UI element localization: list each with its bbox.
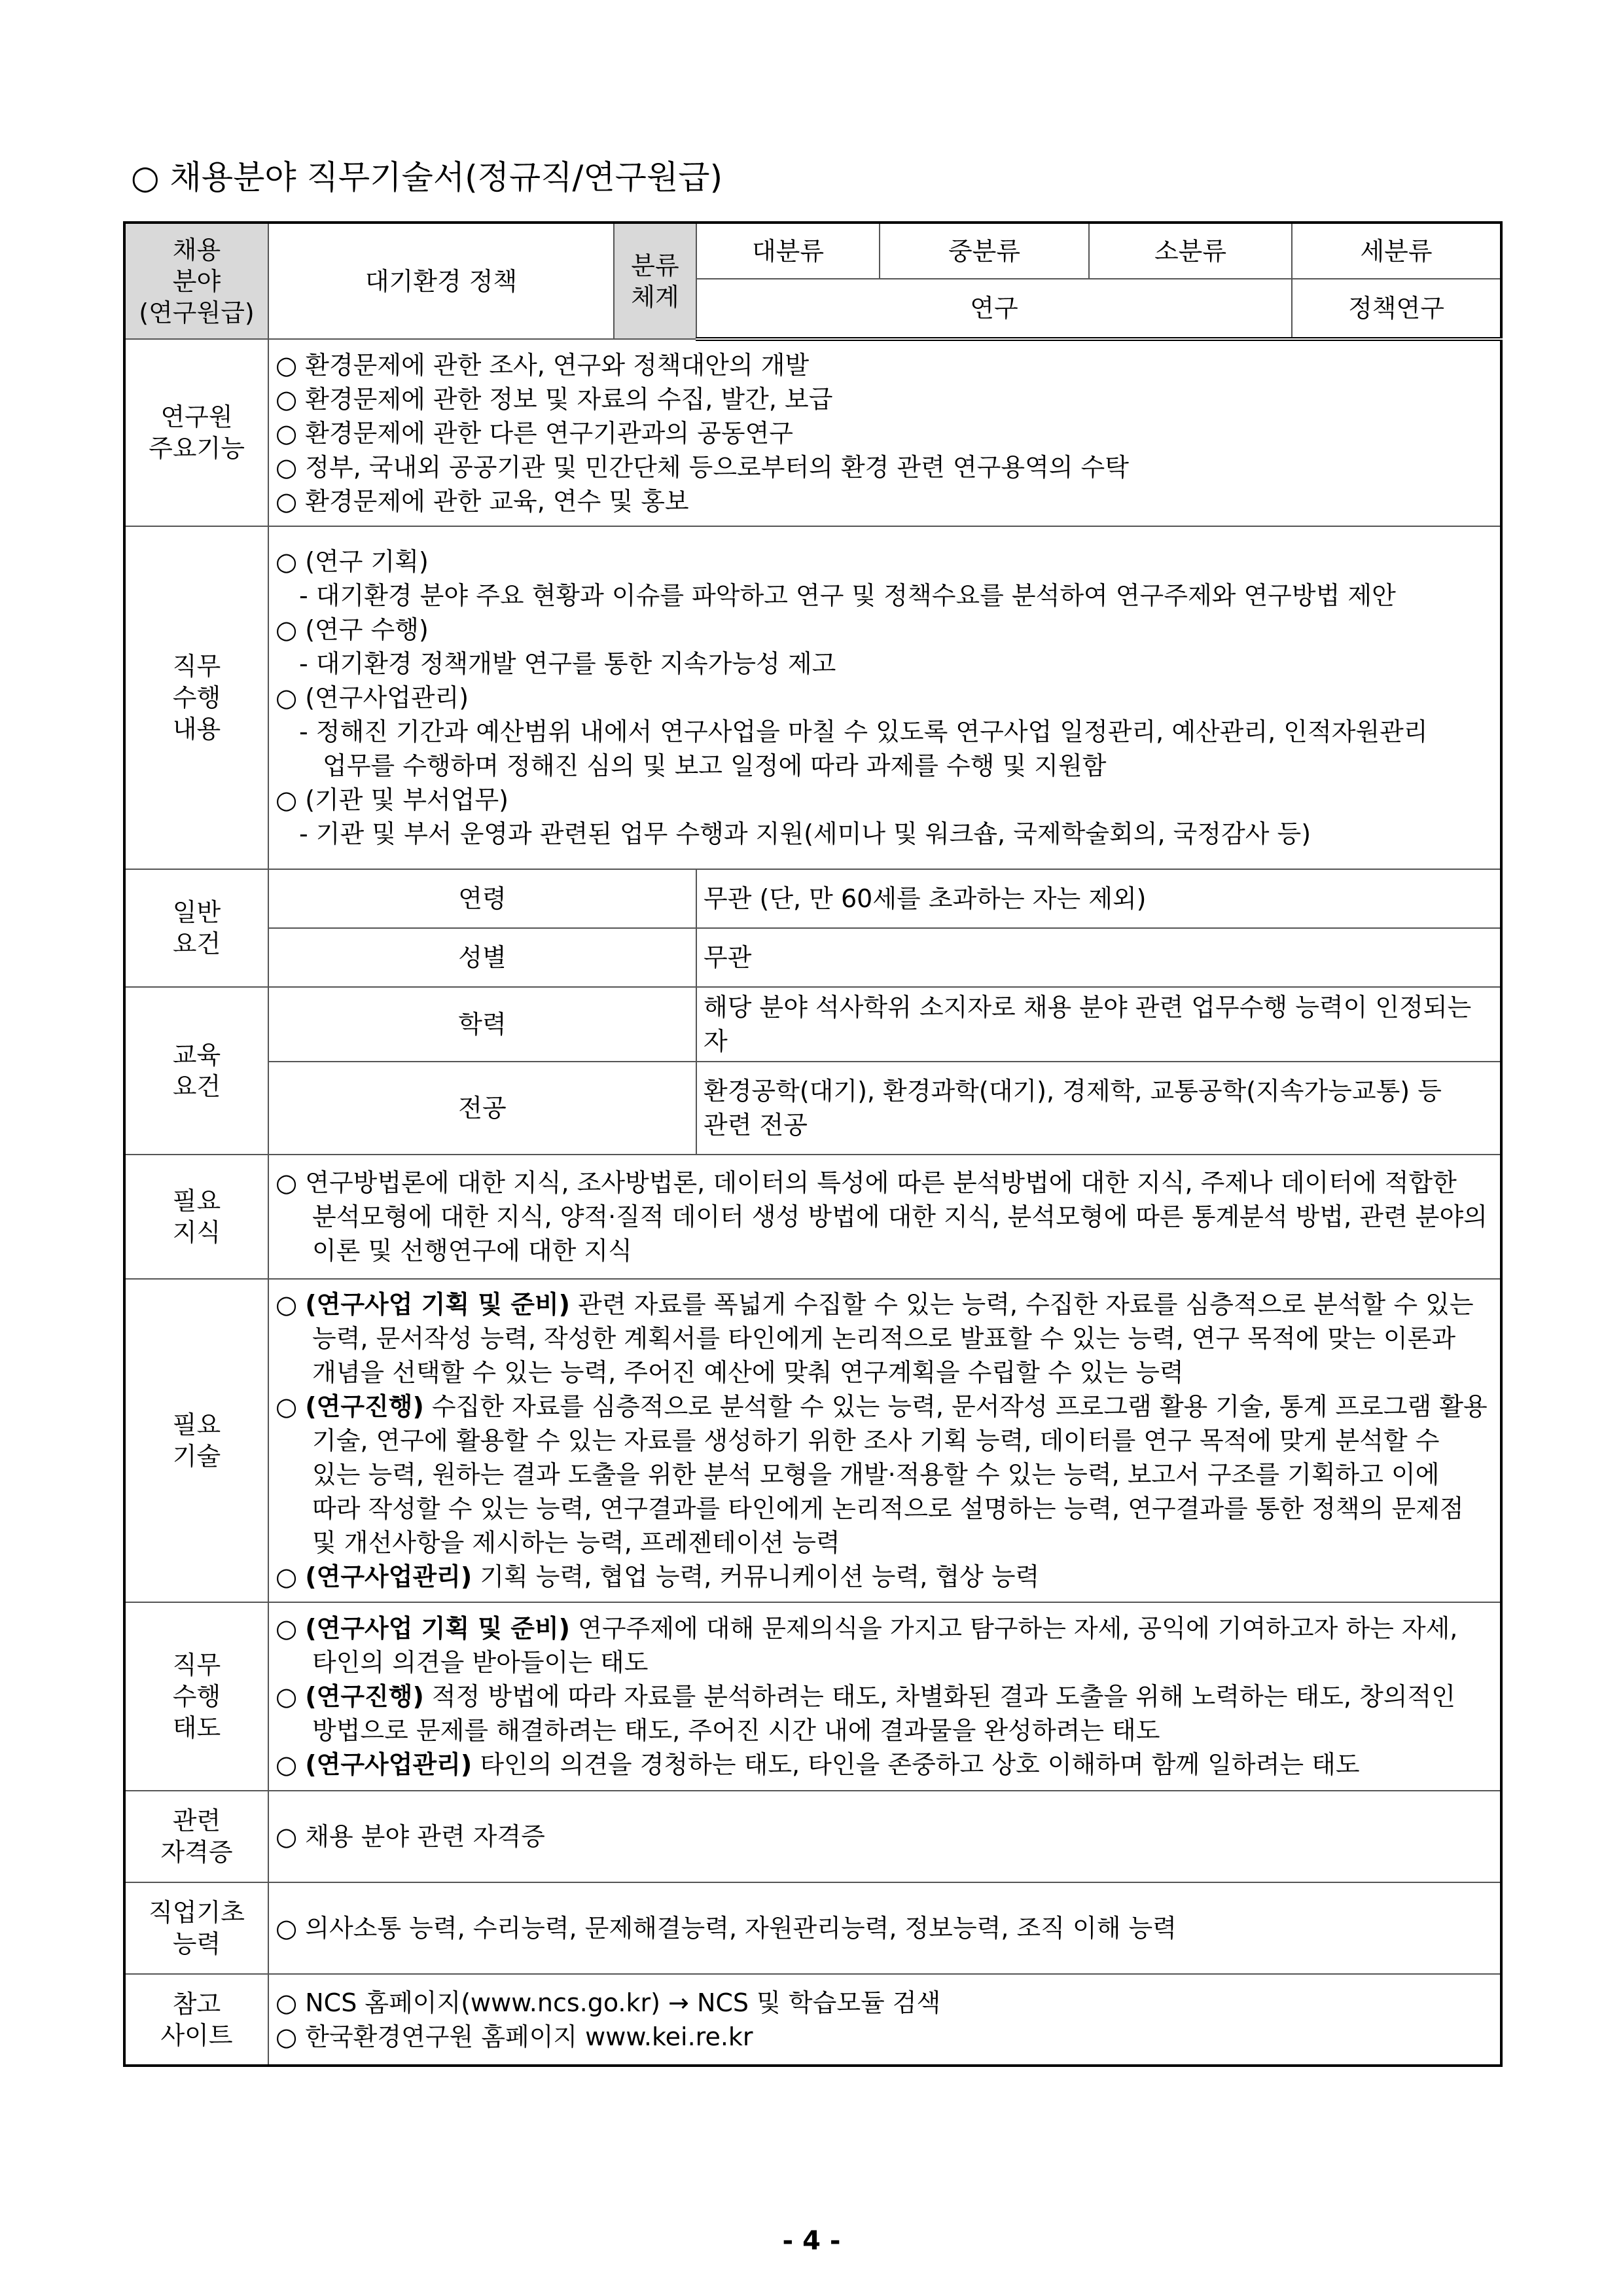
col-medium-category: 중분류 [880, 223, 1089, 279]
attitude-item: ○ (연구사업관리) 타인의 의견을 경청하는 태도, 타인을 존중하고 상호 이해하며 함께 일하려는 태도 [276, 1750, 1360, 1779]
duties-label: 직무 수행 내용 [124, 526, 268, 869]
knowledge-label: 필요 지식 [124, 1155, 268, 1279]
skill-text: 관련 자료를 폭넓게 수집할 수 있는 능력, 수집한 자료를 심층적으로 분석할 수 있는 능력, 문서작성 능력, 작성한 계획서를 타인에게 논리적으로 발표할 수 있는 능력, 연구 목적에 맞는 이론과 개념을 선택할 수 있는 능력, 주어진 예산에 맞춰 연구계획을 수립할 수 있는 능력 [312, 1290, 1474, 1387]
skill-text: 수집한 자료를 심층적으로 분석할 수 있는 능력, 문서작성 프로그램 활용 기술, 통계 프로그램 활용 기술, 연구에 활용할 수 있는 자료를 생성하기 위한 조사 기획 능력, 데이터를 연구 목적에 맞게 분석할 수 있는 능력, 원하는 결과 도출을 위한 분석 모형을 개발·적용할 수 있는 능력, 보고서 구조를 기획하고 이에 따라 작성할 수 있는 능력, 연구결과를 타인에게 논리적으로 설명하는 능력, 연구결과를 통한 정책의 문제점 및 개선사항을 제시하는 능력, 프레젠테이션 능력 [312, 1392, 1488, 1557]
skill-item: ○ (연구사업관리) 기획 능력, 협업 능력, 커뮤니케이션 능력, 협상 능력 [276, 1562, 1040, 1591]
reference-sites-content [268, 1974, 1501, 2066]
value-large-medium-small: 연구 [696, 279, 1292, 339]
general-requirements-label: 일반 요건 [124, 869, 268, 987]
age-label: 연령 [268, 869, 696, 928]
page-number: - 4 - [782, 2226, 841, 2256]
attitude-heading: (연구사업 기획 및 준비) [305, 1614, 571, 1643]
degree-label: 학력 [268, 987, 696, 1062]
knowledge-text: ○ 연구방법론에 대한 지식, 조사방법론, 데이터의 특성에 따른 분석방법에 대한 지식, 주제나 데이터에 적합한 분석모형에 대한 지식, 양적·질적 데이터 생성 방법에 대한 지식, 분석모형에 따른 통계분석 방법, 관련 분야의 이론 및 선행연구에 대한 지식 [276, 1168, 1488, 1265]
main-function-item: ○ 환경문제에 관한 다른 연구기관과의 공동연구 [276, 419, 794, 448]
main-function-item: ○ 정부, 국내외 공공기관 및 민간단체 등으로부터의 환경 관련 연구용역의 수탁 [276, 453, 1129, 482]
main-functions-label: 연구원 주요기능 [124, 339, 268, 526]
attitude-text: 타인의 의견을 경청하는 태도, 타인을 존중하고 상호 이해하며 함께 일하려는 태도 [472, 1750, 1360, 1779]
reference-link-kei[interactable]: ○ 한국환경연구원 홈페이지 www.kei.re.kr [276, 2022, 753, 2051]
education-requirements-label: 교육 요건 [124, 987, 268, 1155]
field-label: 채용 분야 (연구원급) [124, 223, 268, 339]
attitude-label: 직무 수행 태도 [124, 1602, 268, 1791]
skill-item: ○ (연구진행) 수집한 자료를 심층적으로 분석할 수 있는 능력, 문서작성 프로그램 활용 기술, 통계 프로그램 활용 기술, 연구에 활용할 수 있는 자료를 생성하기 위한 조사 기획 능력, 데이터를 연구 목적에 맞게 분석할 수 있는 능력, 원하는 결과 도출을 위한 분석 모형을 개발·적용할 수 있는 능력, 보고서 구조를 기획하고 이에 따라 작성할 수 있는 능력, 연구결과를 타인에게 논리적으로 설명하는 능력, 연구결과를 통한 정책의 문제점 및 개선사항을 제시하는 능력, 프레젠테이션 능력 [276, 1392, 1488, 1557]
skill-heading: (연구진행) [305, 1392, 424, 1421]
age-value: 무관 (단, 만 60세를 초과하는 자는 제외) [696, 869, 1501, 928]
col-small-category: 소분류 [1089, 223, 1292, 279]
document-title: ○ 채용분야 직무기술서(정규직/연구원급) [131, 158, 723, 196]
reference-link-ncs[interactable]: ○ NCS 홈페이지(www.ncs.go.kr) → NCS 및 학습모듈 검색 [276, 1988, 941, 2017]
skill-heading: (연구사업 기획 및 준비) [305, 1290, 571, 1319]
reference-sites-label: 참고 사이트 [124, 1974, 268, 2066]
basic-competency-content: ○ 의사소통 능력, 수리능력, 문제해결능력, 자원관리능력, 정보능력, 조직 이해 능력 [268, 1882, 1501, 1974]
duty-detail: - 기관 및 부서 운영과 관련된 업무 수행과 지원(세미나 및 워크숍, 국제학술회의, 국정감사 등) [299, 819, 1311, 848]
attitude-item: ○ (연구진행) 적정 방법에 따라 자료를 분석하려는 태도, 차별화된 결과 도출을 위해 노력하는 태도, 창의적인 방법으로 문제를 해결하려는 태도, 주어진 시간 내에 결과물을 완성하려는 태도 [276, 1682, 1455, 1745]
certificates-label: 관련 자격증 [124, 1791, 268, 1882]
duty-heading: ○ (연구사업관리) [276, 683, 469, 712]
main-functions-content [268, 339, 1501, 526]
duty-detail: - 정해진 기간과 예산범위 내에서 연구사업을 마칠 수 있도록 연구사업 일정관리, 예산관리, 인적자원관리 업무를 수행하며 정해진 심의 및 보고 일정에 따라 과제를 수행 및 지원함 [299, 717, 1428, 780]
attitude-heading: (연구진행) [305, 1682, 424, 1711]
degree-value: 해당 분야 석사학위 소지자로 채용 분야 관련 업무수행 능력이 인정되는 자 [696, 987, 1501, 1062]
value-detail: 정책연구 [1292, 279, 1501, 339]
col-detail-category: 세분류 [1292, 223, 1501, 279]
skill-heading: (연구사업관리) [305, 1562, 473, 1591]
field-value: 대기환경 정책 [268, 223, 614, 339]
attitude-content [268, 1602, 1501, 1791]
col-large-category: 대분류 [696, 223, 880, 279]
gender-label: 성별 [268, 928, 696, 987]
gender-value: 무관 [696, 928, 1501, 987]
duty-detail: - 대기환경 정책개발 연구를 통한 지속가능성 제고 [299, 649, 836, 678]
basic-competency-label: 직업기초 능력 [124, 1882, 268, 1974]
attitude-heading: (연구사업관리) [305, 1750, 473, 1779]
skill-text: 기획 능력, 협업 능력, 커뮤니케이션 능력, 협상 능력 [472, 1562, 1040, 1591]
attitude-item: ○ (연구사업 기획 및 준비) 연구주제에 대해 문제의식을 가지고 탐구하는 자세, 공익에 기여하고자 하는 자세, 타인의 의견을 받아들이는 태도 [276, 1614, 1458, 1677]
duties-content [268, 526, 1501, 869]
duty-detail: - 대기환경 분야 주요 현황과 이슈를 파악하고 연구 및 정책수요를 분석하여 연구주제와 연구방법 제안 [299, 581, 1396, 610]
classification-label: 분류 체계 [614, 223, 696, 339]
skills-label: 필요 기술 [124, 1279, 268, 1602]
job-description-table [123, 221, 1503, 2067]
attitude-text: 적정 방법에 따라 자료를 분석하려는 태도, 차별화된 결과 도출을 위해 노력하는 태도, 창의적인 방법으로 문제를 해결하려는 태도, 주어진 시간 내에 결과물을 완성하려는 태도 [312, 1682, 1455, 1745]
main-function-item: ○ 환경문제에 관한 교육, 연수 및 홍보 [276, 487, 689, 516]
major-value: 환경공학(대기), 환경과학(대기), 경제학, 교통공학(지속가능교통) 등 관련 전공 [696, 1062, 1501, 1155]
skills-content [268, 1279, 1501, 1602]
skill-item: ○ (연구사업 기획 및 준비) 관련 자료를 폭넓게 수집할 수 있는 능력, 수집한 자료를 심층적으로 분석할 수 있는 능력, 문서작성 능력, 작성한 계획서를 타인에게 논리적으로 발표할 수 있는 능력, 연구 목적에 맞는 이론과 개념을 선택할 수 있는 능력, 주어진 예산에 맞춰 연구계획을 수립할 수 있는 능력 [276, 1290, 1474, 1387]
duty-heading: ○ (연구 수행) [276, 615, 429, 644]
attitude-text: 연구주제에 대해 문제의식을 가지고 탐구하는 자세, 공익에 기여하고자 하는 자세, 타인의 의견을 받아들이는 태도 [312, 1614, 1458, 1677]
main-function-item: ○ 환경문제에 관한 정보 및 자료의 수집, 발간, 보급 [276, 385, 833, 414]
major-label: 전공 [268, 1062, 696, 1155]
certificates-content: ○ 채용 분야 관련 자격증 [268, 1791, 1501, 1882]
duty-heading: ○ (연구 기획) [276, 547, 429, 576]
knowledge-content [268, 1155, 1501, 1279]
duty-heading: ○ (기관 및 부서업무) [276, 785, 509, 814]
main-function-item: ○ 환경문제에 관한 조사, 연구와 정책대안의 개발 [276, 351, 810, 380]
